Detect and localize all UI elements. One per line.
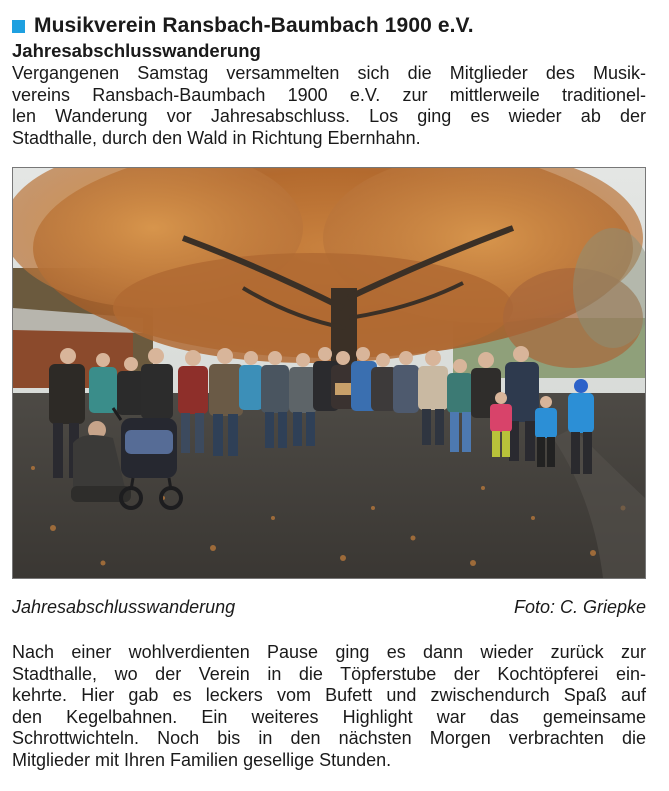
headline-marker-square (12, 20, 25, 33)
body-line: Nach einer wohlverdienten Pause ging es dann wieder zurück zur (12, 642, 646, 662)
body-line: Stadthalle, wo der Verein in die Töpferstube der Kochtöpferei ein- (12, 663, 646, 684)
lead-line: Stadthalle, durch den Wald in Richtung Ebernhahn. (12, 127, 421, 148)
photo-caption-row (12, 597, 646, 618)
body-paragraph (12, 642, 646, 771)
article-headline: Musikverein Ransbach-Baumbach 1900 e.V. (34, 14, 474, 37)
body-line: Mitglieder mit Ihren Familien gesellige Stunden. (12, 749, 392, 770)
lead-line: vereins Ransbach-Baumbach 1900 e.V. zur mittlerweile traditionel- (12, 84, 646, 105)
group-photo (12, 167, 646, 579)
photo-credit: Foto: C. Griepke (513, 597, 646, 617)
body-line: den Kegelbahnen. Ein weiteres Highlight war das gemeinsame (12, 706, 646, 727)
body-line: Schrottwichteln. Noch bis in den nächsten Morgen verbrachten die (12, 728, 646, 748)
article-subheadline: Jahresabschlusswanderung (12, 40, 261, 61)
photo-caption: Jahresabschlusswanderung (12, 597, 236, 617)
lead-line: len Wanderung vor Jahresabschluss. Los ging es wieder ab der (12, 106, 646, 126)
lead-line: Vergangenen Samstag versammelten sich die Mitglieder des Musik- (12, 63, 646, 83)
body-line: kehrte. Hier gab es leckers vom Bufett und zwischendurch Spaß auf (12, 685, 646, 705)
headline-row (12, 14, 474, 38)
lead-paragraph (12, 63, 646, 149)
